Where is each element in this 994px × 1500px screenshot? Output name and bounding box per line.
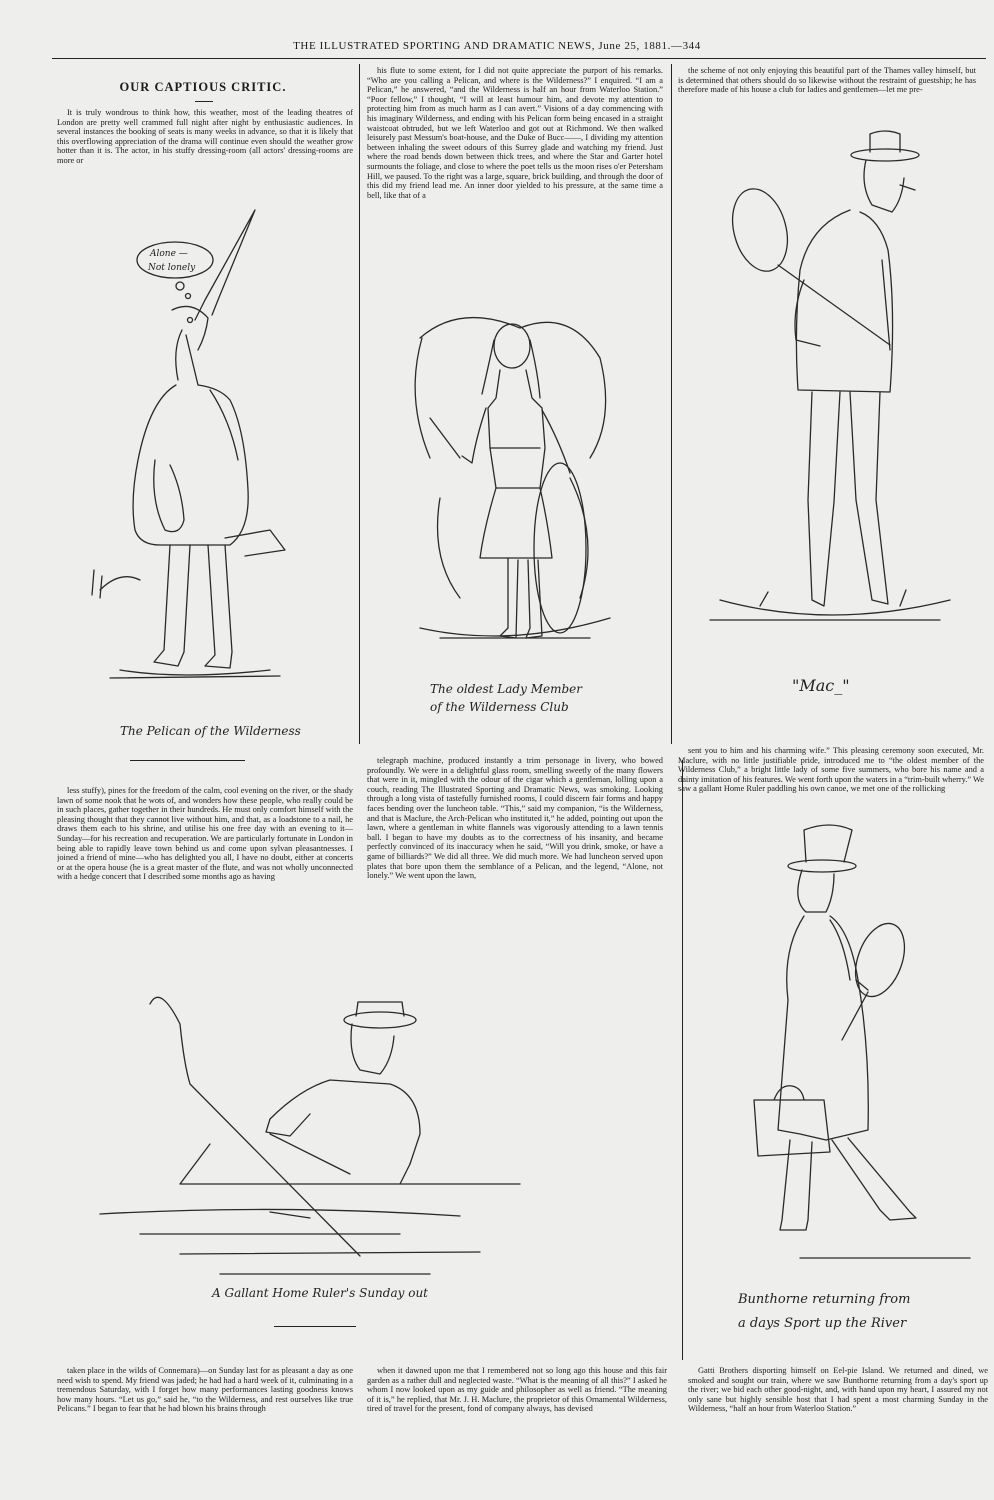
paragraph: taken place in the wilds of Connemara)—on Sunday last for as pleasant a day as one need wish to spend. My friend was jaded; he had had a hard week of it, culminating in a tremendous Saturday, with I forget how many performances lasting goodness knows how many hours. “Let us go,” said he, “to the Wilderness, and rest ourselves like true Pelicans.” I began to fear that he had blown his brains through bbox=[57, 1366, 353, 1414]
column-1-top bbox=[57, 108, 353, 195]
pelican-illustration bbox=[80, 200, 340, 720]
column-3-bottom bbox=[688, 1366, 988, 1486]
mac-caption: "Mac_" bbox=[792, 676, 850, 695]
bunthorne-caption-line2: a days Sport up the River bbox=[738, 1316, 907, 1331]
paragraph: the scheme of not only enjoying this beautiful part of the Thames valley himself, but is determined that others should do so likewise without the restraint of guestship; he has therefore made of his house a club for ladies and gentlemen—let me pre- bbox=[678, 66, 976, 95]
mac-illustration bbox=[700, 130, 960, 670]
girl-caption-line1: The oldest Lady Member bbox=[430, 682, 582, 696]
column-divider-2-lower bbox=[682, 760, 683, 1360]
pelican-caption-rule bbox=[130, 760, 245, 761]
column-divider-2 bbox=[671, 64, 672, 744]
column-3-middle bbox=[678, 746, 984, 794]
paragraph: his flute to some extent, for I did not quite appreciate the purport of his remarks. “Who are you calling a Pelican, and where is the Wilderness?” I enquired. “I am a Pelican,” he answered, “and the Wilderness is half an hour from Waterloo Station.” “Poor fellow,” I thought, “I will at least humour him, and devote my attention to protecting him from as much harm as I can avert.” Visions of a day commencing with his imaginary Wilderness, and ending with his Pelican form being encased in a straight waistcoat obtruded, but we left Waterloo and got out at Richmond. We then walked leisurely past Messum's boat-house, and the Duke of Bucc——, I dividing my attention between inhaling the sweet odours of this Surrey glade and watching my friend. Just where the road bends down between thick trees, and where the Star and Garter hotel surmounts the foliage, and close to where the poet tells us the moon rises o'er Petersham Hill, we paused. To the right was a large, square, brick building, and through the door of this did my friend lead me. An inner door yielded to his pressure, at the same time a bell, like that of a bbox=[367, 66, 663, 200]
column-2-top bbox=[367, 66, 663, 296]
article-title: OUR CAPTIOUS CRITIC. bbox=[119, 80, 287, 94]
column-1-bottom bbox=[57, 1366, 353, 1486]
column-3-top bbox=[678, 66, 976, 114]
paragraph: It is truly wondrous to think how, this weather, most of the leading theatres of London are pretty well crammed full night after night by enthusiastic audiences. In several instances the booking of seats is many weeks in advance, so that it is likely that this overflowing appreciation of the drama will continue even should the weather grow hotter than it is. The actor, in his stuffy dressing-room (all actors' dressing-rooms are more or bbox=[57, 108, 353, 165]
column-2-middle bbox=[367, 756, 663, 942]
column-1-middle bbox=[57, 786, 353, 942]
speech-bubble-line2: Not lonely bbox=[148, 263, 196, 273]
paragraph: telegraph machine, produced instantly a trim personage in livery, who bowed profoundly. We were in a delightful glass room, smelling sweetly of the many flowers that were in it, mingled with the odour of the cigar which a gentleman, lolling upon a couch, reading The Illustrated Sporting and Dramatic News, was smoking. Looking through a long vista of tastefully furnished rooms, I could discern fair forms and happy faces bending over the luncheon table. “This,” said my companion, “is the Wilderness, and that is Maclure, the Arch-Pelican who instituted it,” he added, pointing out upon the lawn, where a gentleman in white flannels was vigorously attending to a lawn tennis ball. I began to have my doubts as to the correctness of his insanity, and became perfectly convinced of its inaccuracy when he said, “Will you drink, smoke, or have a game of billiards?” We did all three. We did much more. We had luncheon served upon plates that bore upon them the semblance of a Pelican, and the legend, “Alone, not lonely.” We went upon the lawn, bbox=[367, 756, 663, 881]
paragraph: sent you to him and his charming wife.” This pleasing ceremony soon executed, Mr. Maclure, with no little justifiable pride, introduced me to “the oldest member of the Wilderness Club,” a bright little lady of some five summers, who bore his name and a dainty imitation of his features. We went forth upon the waters in a “trim-built wherry.” We saw a gallant Home Ruler paddling his own canoe, we met one of the rollicking bbox=[678, 746, 984, 794]
bunthorne-illustration bbox=[730, 800, 990, 1270]
oldest-member-girl-illustration bbox=[400, 298, 630, 698]
paragraph: Gatti Brothers disporting himself on Eel-pie Island. We returned and dined, we smoked and sought our train, where we saw Bunthorne returning from a day's sport up the river; we bid each other good-night, and, with hand upon my heart, I assured my not only sane but highly sensible host that I had spent a most charming Sunday in the Wilderness, “half an hour from Waterloo Station.” bbox=[688, 1366, 988, 1414]
column-2-bottom bbox=[367, 1366, 667, 1486]
column-divider-1 bbox=[359, 64, 360, 744]
page-header: THE ILLUSTRATED SPORTING AND DRAMATIC NEWS, June 25, 1881.—344 bbox=[293, 40, 701, 52]
paragraph: less stuffy), pines for the freedom of the calm, cool evening on the river, or the shady lawn of some nook that he wots of, and wonders how these people, who really could be in such places, gather together in their hundreds. He must only comfort himself with the pleasing thought that they cannot live without him, and that, as a loadstone to a nail, he draws them each to his shrine, and utilise his one free day with an evening to it—Sunday—for his recreation and recuperation. We are particularly fortunate in London in being able to rapidly leave town behind us and come upon sylvan pleasantnesses. I joined a friend of mine—who has delighted you all, I have no doubt, either at concerts or at the opera house (he is a great master of the flute, and was not wholly unconnected with a hedge concert that I described some months ago as having bbox=[57, 786, 353, 882]
canoe-caption-rule bbox=[274, 1326, 356, 1327]
girl-caption-line2: of the Wilderness Club bbox=[430, 700, 569, 714]
paragraph: when it dawned upon me that I remembered not so long ago this house and this fair garden as a rather dull and neglected waste. “What is the meaning of all this?” I asked he whom I now looked upon as my guide and philosopher as well as friend. “The meaning of it is,” he replied, that Mr. J. H. Maclure, the proprietor of this Ornamental Wilderness, tired of travel for the present, fond of company always, has devised bbox=[367, 1366, 667, 1414]
bunthorne-caption-line1: Bunthorne returning from bbox=[738, 1292, 911, 1307]
title-rule bbox=[195, 101, 213, 102]
speech-bubble-line1: Alone — bbox=[150, 249, 188, 259]
pelican-caption: The Pelican of the Wilderness bbox=[120, 724, 301, 738]
home-ruler-canoe-illustration bbox=[80, 984, 680, 1304]
header-rule bbox=[52, 58, 986, 59]
canoe-caption: A Gallant Home Ruler's Sunday out bbox=[212, 1286, 428, 1300]
